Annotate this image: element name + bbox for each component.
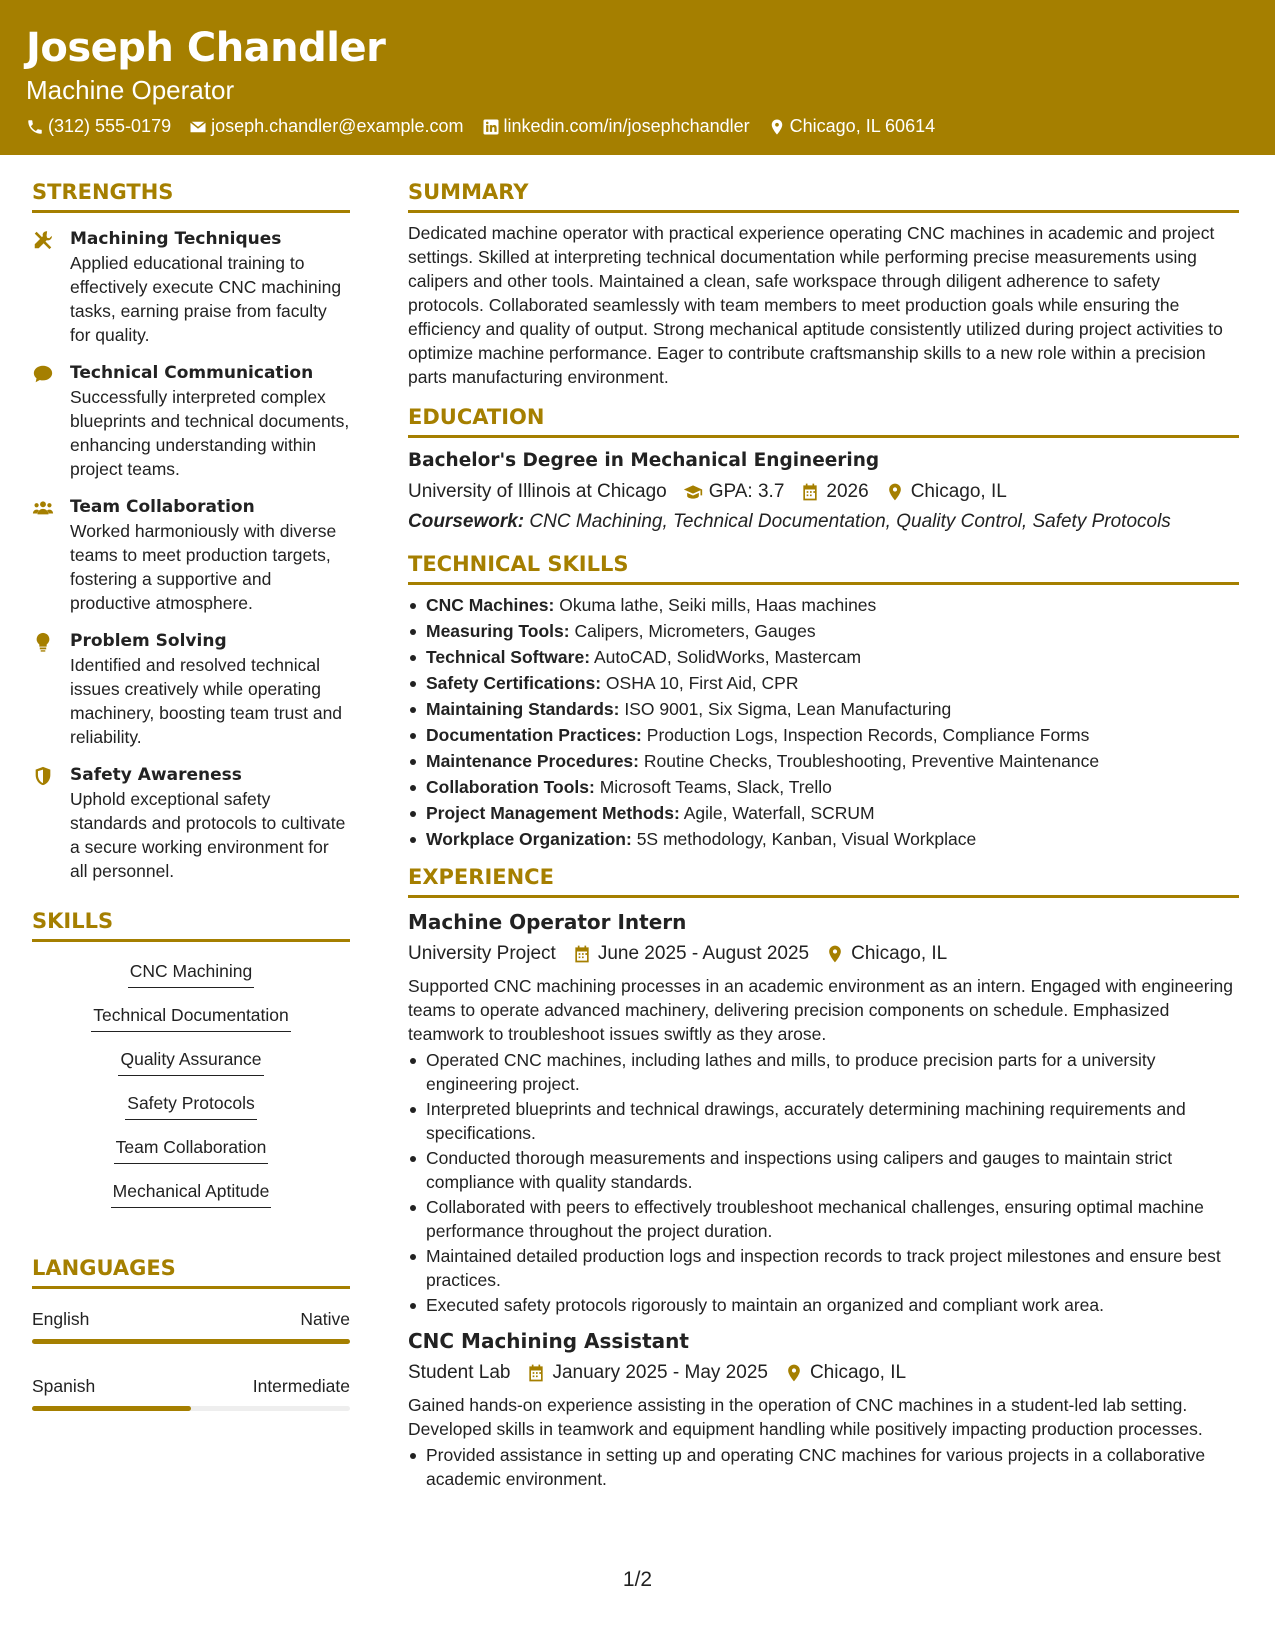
job-bullets bbox=[408, 1443, 1239, 1491]
job-entry bbox=[408, 1327, 1239, 1491]
list-item: Maintained detailed production logs and inspection records to track project milestones and ensure best practices. bbox=[408, 1244, 1239, 1292]
strength-item bbox=[32, 227, 350, 347]
list-item: Interpreted blueprints and technical drawings, accurately determining machining requirements and specifications. bbox=[408, 1097, 1239, 1145]
proficiency-fill bbox=[32, 1339, 350, 1344]
calendar-icon bbox=[526, 1363, 546, 1383]
skills-heading: SKILLS bbox=[32, 907, 350, 942]
strength-desc: Worked harmoniously with diverse teams to meet production targets, fostering a supportive and productive atmosphere. bbox=[70, 521, 337, 613]
contact-phone[interactable] bbox=[26, 116, 171, 137]
list-item: Project Management Methods: Agile, Waterfall, SCRUM bbox=[408, 801, 1239, 825]
tools-icon bbox=[32, 229, 54, 251]
coursework: Coursework: CNC Machining, Technical Documentation, Quality Control, Safety Protocols bbox=[408, 511, 1171, 532]
graduation-cap-icon bbox=[683, 482, 703, 502]
job-org: Student Lab bbox=[408, 1362, 511, 1383]
location-text: Chicago, IL 60614 bbox=[789, 116, 936, 136]
job-location: Chicago, IL bbox=[825, 940, 947, 968]
strength-title: Machining Techniques bbox=[70, 229, 282, 249]
candidate-name: Joseph Chandler bbox=[26, 25, 386, 71]
list-item: Safety Certifications: OSHA 10, First Aid, CPR bbox=[408, 671, 1239, 695]
language-item bbox=[32, 1307, 350, 1344]
technical-skills-list bbox=[408, 593, 1239, 851]
list-item: Maintaining Standards: ISO 9001, Six Sigma, Lean Manufacturing bbox=[408, 697, 1239, 721]
strength-title: Team Collaboration bbox=[70, 497, 255, 517]
education-meta bbox=[408, 478, 1239, 506]
job-org: University Project bbox=[408, 943, 556, 964]
language-name: English bbox=[32, 1309, 90, 1329]
list-item: Maintenance Procedures: Routine Checks, Troubleshooting, Preventive Maintenance bbox=[408, 749, 1239, 773]
contact-email[interactable] bbox=[189, 116, 463, 137]
skill-item: Safety Protocols bbox=[125, 1090, 256, 1120]
job-title: CNC Machining Assistant bbox=[408, 1329, 689, 1353]
job-description: Supported CNC machining processes in an academic environment as an intern. Engaged with engineering teams to operate advanced machinery, delivering precision components on schedule. Emphasized teamwork to troubleshoot issues swiftly as they arose. bbox=[408, 976, 1233, 1044]
location-pin-icon bbox=[825, 944, 845, 964]
job-meta bbox=[408, 940, 1239, 968]
language-level: Native bbox=[300, 1309, 350, 1329]
proficiency-fill bbox=[32, 1406, 191, 1411]
skills-list bbox=[32, 958, 350, 1222]
skill-item: Team Collaboration bbox=[114, 1134, 269, 1164]
strength-desc: Identified and resolved technical issues creatively while operating machinery, boosting team trust and reliability. bbox=[70, 655, 343, 747]
envelope-icon bbox=[189, 118, 207, 136]
skill-item: CNC Machining bbox=[128, 958, 255, 988]
list-item: CNC Machines: Okuma lathe, Seiki mills, Haas machines bbox=[408, 593, 1239, 617]
email-text: joseph.chandler@example.com bbox=[211, 116, 464, 136]
strength-title: Safety Awareness bbox=[70, 765, 242, 785]
education-location: Chicago, IL bbox=[885, 478, 1007, 506]
page-number: 1/2 bbox=[622, 1568, 653, 1591]
list-item: Operated CNC machines, including lathes and mills, to produce precision parts for a university engineering project. bbox=[408, 1048, 1239, 1096]
list-item: Workplace Organization: 5S methodology, Kanban, Visual Workplace bbox=[408, 827, 1239, 851]
summary-text: Dedicated machine operator with practical experience operating CNC machines in academic and project settings. Skilled at interpreting technical documentation while performing precise measurements using calipers and other tools. Maintained a clean, safe workspace through diligent adherence to safety protocols. Collaborated seamlessly with team members to meet production goals while ensuring the efficiency and quality of output. Strong mechanical aptitude consistently utilized during project activities to optimize machine performance. Eager to contribute craftsmanship skills to a new role within a precision parts manufacturing environment. bbox=[408, 223, 1223, 387]
language-name: Spanish bbox=[32, 1376, 96, 1396]
list-item: Technical Software: AutoCAD, SolidWorks, Mastercam bbox=[408, 645, 1239, 669]
strength-desc: Successfully interpreted complex blueprints and technical documents, enhancing understanding within project teams. bbox=[70, 387, 350, 479]
list-item: Provided assistance in setting up and operating CNC machines for various projects in a collaborative academic environment. bbox=[408, 1443, 1239, 1491]
candidate-title: Machine Operator bbox=[26, 75, 235, 105]
list-item: Documentation Practices: Production Logs, Inspection Records, Compliance Forms bbox=[408, 723, 1239, 747]
location-pin-icon bbox=[885, 482, 905, 502]
linkedin-text: linkedin.com/in/josephchandler bbox=[503, 116, 750, 136]
strength-title: Technical Communication bbox=[70, 363, 314, 383]
proficiency-bar bbox=[32, 1339, 350, 1344]
users-icon bbox=[32, 497, 54, 519]
contact-location bbox=[768, 116, 935, 137]
right-column bbox=[408, 178, 1239, 1492]
strength-item bbox=[32, 361, 350, 481]
list-item: Executed safety protocols rigorously to maintain an organized and compliant work area. bbox=[408, 1293, 1239, 1317]
strength-desc: Applied educational training to effectively execute CNC machining tasks, earning praise from faculty for quality. bbox=[70, 253, 342, 345]
education-heading: EDUCATION bbox=[408, 403, 1239, 438]
location-pin-icon bbox=[768, 118, 786, 136]
strength-title: Problem Solving bbox=[70, 631, 227, 651]
skill-item: Quality Assurance bbox=[118, 1046, 263, 1076]
list-item: Conducted thorough measurements and inspections using calipers and gauges to maintain strict compliance with quality standards. bbox=[408, 1146, 1239, 1194]
language-level: Intermediate bbox=[252, 1376, 350, 1396]
list-item: Collaboration Tools: Microsoft Teams, Slack, Trello bbox=[408, 775, 1239, 799]
phone-text: (312) 555-0179 bbox=[48, 116, 172, 136]
left-column bbox=[32, 178, 350, 1411]
list-item: Measuring Tools: Calipers, Micrometers, Gauges bbox=[408, 619, 1239, 643]
languages-heading: LANGUAGES bbox=[32, 1254, 350, 1289]
degree-title: Bachelor's Degree in Mechanical Engineering bbox=[408, 450, 880, 471]
experience-heading: EXPERIENCE bbox=[408, 863, 1239, 898]
job-bullets bbox=[408, 1048, 1239, 1317]
school-name: University of Illinois at Chicago bbox=[408, 481, 667, 502]
shield-icon bbox=[32, 765, 54, 787]
skill-item: Mechanical Aptitude bbox=[111, 1178, 272, 1208]
location-pin-icon bbox=[784, 1363, 804, 1383]
technical-skills-heading: TECHNICAL SKILLS bbox=[408, 550, 1239, 585]
contact-linkedin[interactable] bbox=[482, 116, 750, 137]
job-dates: June 2025 - August 2025 bbox=[572, 940, 809, 968]
speech-bubble-icon bbox=[32, 363, 54, 385]
job-location: Chicago, IL bbox=[784, 1359, 906, 1387]
resume-header bbox=[0, 0, 1275, 155]
job-dates: January 2025 - May 2025 bbox=[526, 1359, 767, 1387]
job-title: Machine Operator Intern bbox=[408, 910, 687, 934]
strengths-heading: STRENGTHS bbox=[32, 178, 350, 213]
job-meta bbox=[408, 1359, 1239, 1387]
strength-item bbox=[32, 763, 350, 883]
list-item: Collaborated with peers to effectively troubleshoot mechanical challenges, ensuring optimal machine performance throughout the project duration. bbox=[408, 1195, 1239, 1243]
skill-item: Technical Documentation bbox=[91, 1002, 291, 1032]
job-entry bbox=[408, 908, 1239, 1317]
calendar-icon bbox=[800, 482, 820, 502]
strength-item bbox=[32, 629, 350, 749]
calendar-icon bbox=[572, 944, 592, 964]
phone-icon bbox=[26, 118, 44, 136]
lightbulb-icon bbox=[32, 631, 54, 653]
gpa: GPA: 3.7 bbox=[683, 478, 785, 506]
graduation-year: 2026 bbox=[800, 478, 868, 506]
strength-desc: Uphold exceptional safety standards and protocols to cultivate a secure working environment for all personnel. bbox=[70, 789, 346, 881]
contact-info bbox=[26, 116, 1275, 137]
language-item bbox=[32, 1374, 350, 1411]
summary-heading: SUMMARY bbox=[408, 178, 1239, 213]
job-description: Gained hands-on experience assisting in the operation of CNC machines in a student-led lab setting. Developed skills in teamwork and equipment handling while positively impacting production processes. bbox=[408, 1395, 1203, 1439]
strength-item bbox=[32, 495, 350, 615]
linkedin-icon bbox=[482, 118, 500, 136]
proficiency-bar bbox=[32, 1406, 350, 1411]
